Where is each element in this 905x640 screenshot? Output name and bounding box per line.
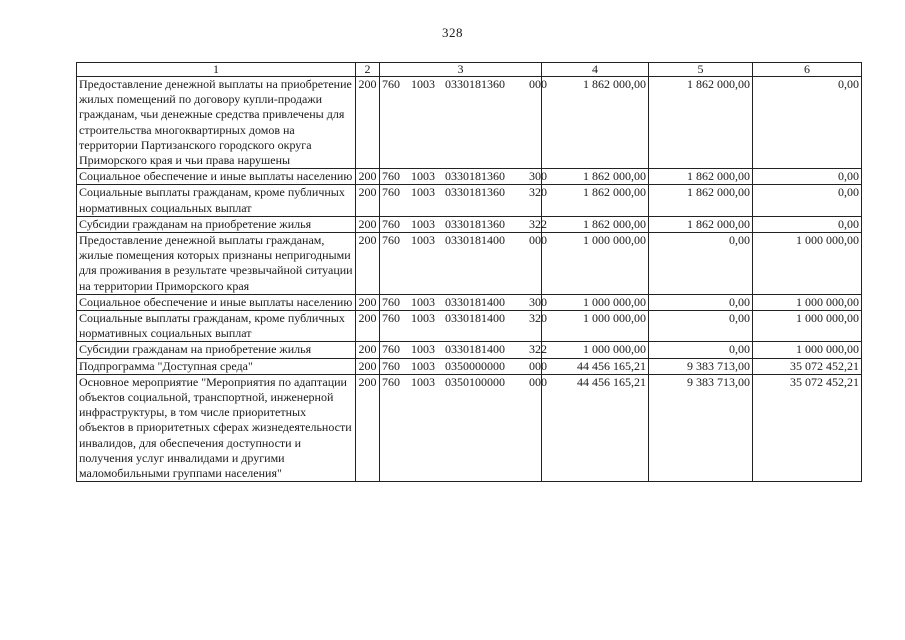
row-name: Субсидии гражданам на приобретение жилья (77, 342, 356, 358)
row-col2: 200 (356, 358, 380, 374)
row-col6-amount: 1 000 000,00 (753, 342, 862, 358)
row-col6-amount: 35 072 452,21 (753, 358, 862, 374)
target-article-code: 0330181360 (445, 185, 505, 200)
table-row (77, 233, 862, 295)
page-number: 328 (442, 25, 463, 40)
row-classification-code (380, 77, 547, 169)
row-col6-amount: 0,00 (753, 185, 862, 216)
row-col2: 200 (356, 342, 380, 358)
column-header-6: 6 (753, 63, 862, 77)
table-row (77, 294, 862, 310)
row-classification-code (380, 311, 547, 342)
ministry-code: 760 (382, 374, 400, 389)
table-body (77, 77, 862, 482)
row-col2: 200 (356, 294, 380, 310)
row-col5-amount: 0,00 (649, 342, 753, 358)
row-classification-code (380, 294, 547, 310)
row-col5-amount: 1 862 000,00 (649, 185, 753, 216)
row-col4-amount: 1 862 000,00 (542, 169, 649, 185)
table-row (77, 311, 862, 342)
row-classification-code (380, 342, 547, 358)
section-code: 1003 (411, 342, 435, 357)
row-col4-amount: 1 862 000,00 (542, 77, 649, 169)
expense-type-code: 000 (529, 77, 547, 91)
target-article-code: 0330181400 (445, 342, 505, 357)
expense-type-code: 322 (529, 216, 547, 231)
row-col6-amount: 1 000 000,00 (753, 294, 862, 310)
column-header-1: 1 (77, 63, 356, 77)
expense-type-code: 320 (529, 311, 547, 326)
section-code: 1003 (411, 294, 435, 309)
ministry-code: 760 (382, 185, 400, 200)
section-code: 1003 (411, 233, 435, 248)
ministry-code: 760 (382, 294, 400, 309)
row-col4-amount: 1 000 000,00 (542, 342, 649, 358)
budget-table (76, 62, 862, 482)
row-name: Субсидии гражданам на приобретение жилья (77, 216, 356, 232)
expense-type-code: 300 (529, 294, 547, 309)
column-header-3: 3 (380, 63, 542, 77)
column-header-2: 2 (356, 63, 380, 77)
ministry-code: 760 (382, 233, 400, 248)
row-col6-amount: 1 000 000,00 (753, 233, 862, 295)
row-col4-amount: 44 456 165,21 (542, 358, 649, 374)
row-name: Основное мероприятие "Мероприятия по адаптации объектов социальной, транспортной, инженерной инфраструктуры, в том числе приоритетных объектов в приоритетных сферах жизнедеятельности инвалидов, для обеспечения доступности и получения услуг инвалидами и другими маломобильными группами населения" (77, 374, 356, 481)
row-col2: 200 (356, 374, 380, 481)
row-col2: 200 (356, 77, 380, 169)
section-code: 1003 (411, 374, 435, 389)
ministry-code: 760 (382, 216, 400, 231)
target-article-code: 0350000000 (445, 358, 505, 373)
row-col6-amount: 0,00 (753, 169, 862, 185)
section-code: 1003 (411, 77, 435, 91)
row-classification-code (380, 216, 547, 232)
table-row (77, 216, 862, 232)
column-header-4: 4 (542, 63, 649, 77)
row-col4-amount: 1 000 000,00 (542, 294, 649, 310)
row-classification-code (380, 358, 547, 374)
header-row (77, 63, 862, 77)
target-article-code: 0330181400 (445, 294, 505, 309)
row-classification-code (380, 374, 547, 481)
row-col5-amount: 9 383 713,00 (649, 374, 753, 481)
row-col2: 200 (356, 311, 380, 342)
column-header-5: 5 (649, 63, 753, 77)
expense-type-code: 000 (529, 233, 547, 248)
ministry-code: 760 (382, 311, 400, 326)
row-classification-code (380, 169, 547, 185)
table-row (77, 374, 862, 481)
target-article-code: 0330181400 (445, 233, 505, 248)
row-col5-amount: 9 383 713,00 (649, 358, 753, 374)
section-code: 1003 (411, 169, 435, 184)
ministry-code: 760 (382, 77, 400, 91)
target-article-code: 0330181400 (445, 311, 505, 326)
row-classification-code (380, 185, 547, 216)
row-classification-code (380, 233, 547, 295)
section-code: 1003 (411, 358, 435, 373)
row-col5-amount: 0,00 (649, 233, 753, 295)
target-article-code: 0350100000 (445, 374, 505, 389)
row-col6-amount: 1 000 000,00 (753, 311, 862, 342)
expense-type-code: 000 (529, 358, 547, 373)
expense-type-code: 320 (529, 185, 547, 200)
row-col4-amount: 44 456 165,21 (542, 374, 649, 481)
expense-type-code: 000 (529, 374, 547, 389)
table-row (77, 169, 862, 185)
ministry-code: 760 (382, 342, 400, 357)
target-article-code: 0330181360 (445, 169, 505, 184)
row-col4-amount: 1 000 000,00 (542, 311, 649, 342)
row-col4-amount: 1 000 000,00 (542, 233, 649, 295)
row-col5-amount: 1 862 000,00 (649, 169, 753, 185)
row-name: Социальное обеспечение и иные выплаты населению (77, 294, 356, 310)
section-code: 1003 (411, 185, 435, 200)
row-name: Предоставление денежной выплаты гражданам, жилые помещения которых признаны непригодными для проживания в результате чрезвычайной ситуации на территории Приморского края (77, 233, 356, 295)
row-col2: 200 (356, 185, 380, 216)
row-name: Предоставление денежной выплаты на приобретение жилых помещений по договору купли-продажи гражданам, чьи денежные средства привлечены для строительства многоквартирных домов на территории Партизанского городского округа Приморского края и чьи права нарушены (77, 77, 356, 169)
ministry-code: 760 (382, 358, 400, 373)
target-article-code: 0330181360 (445, 216, 505, 231)
row-col6-amount: 0,00 (753, 216, 862, 232)
row-col4-amount: 1 862 000,00 (542, 216, 649, 232)
row-name: Социальные выплаты гражданам, кроме публичных нормативных социальных выплат (77, 311, 356, 342)
table-row (77, 185, 862, 216)
expense-type-code: 322 (529, 342, 547, 357)
table-row (77, 358, 862, 374)
row-col5-amount: 1 862 000,00 (649, 216, 753, 232)
table-row (77, 77, 862, 169)
section-code: 1003 (411, 311, 435, 326)
section-code: 1003 (411, 216, 435, 231)
row-col2: 200 (356, 169, 380, 185)
row-name: Подпрограмма "Доступная среда" (77, 358, 356, 374)
table-row (77, 342, 862, 358)
row-col2: 200 (356, 216, 380, 232)
row-col2: 200 (356, 233, 380, 295)
row-col6-amount: 0,00 (753, 77, 862, 169)
expense-type-code: 300 (529, 169, 547, 184)
row-name: Социальные выплаты гражданам, кроме публичных нормативных социальных выплат (77, 185, 356, 216)
row-col4-amount: 1 862 000,00 (542, 185, 649, 216)
row-col5-amount: 0,00 (649, 311, 753, 342)
ministry-code: 760 (382, 169, 400, 184)
row-col6-amount: 35 072 452,21 (753, 374, 862, 481)
row-col5-amount: 0,00 (649, 294, 753, 310)
row-col5-amount: 1 862 000,00 (649, 77, 753, 169)
target-article-code: 0330181360 (445, 77, 505, 91)
row-name: Социальное обеспечение и иные выплаты населению (77, 169, 356, 185)
